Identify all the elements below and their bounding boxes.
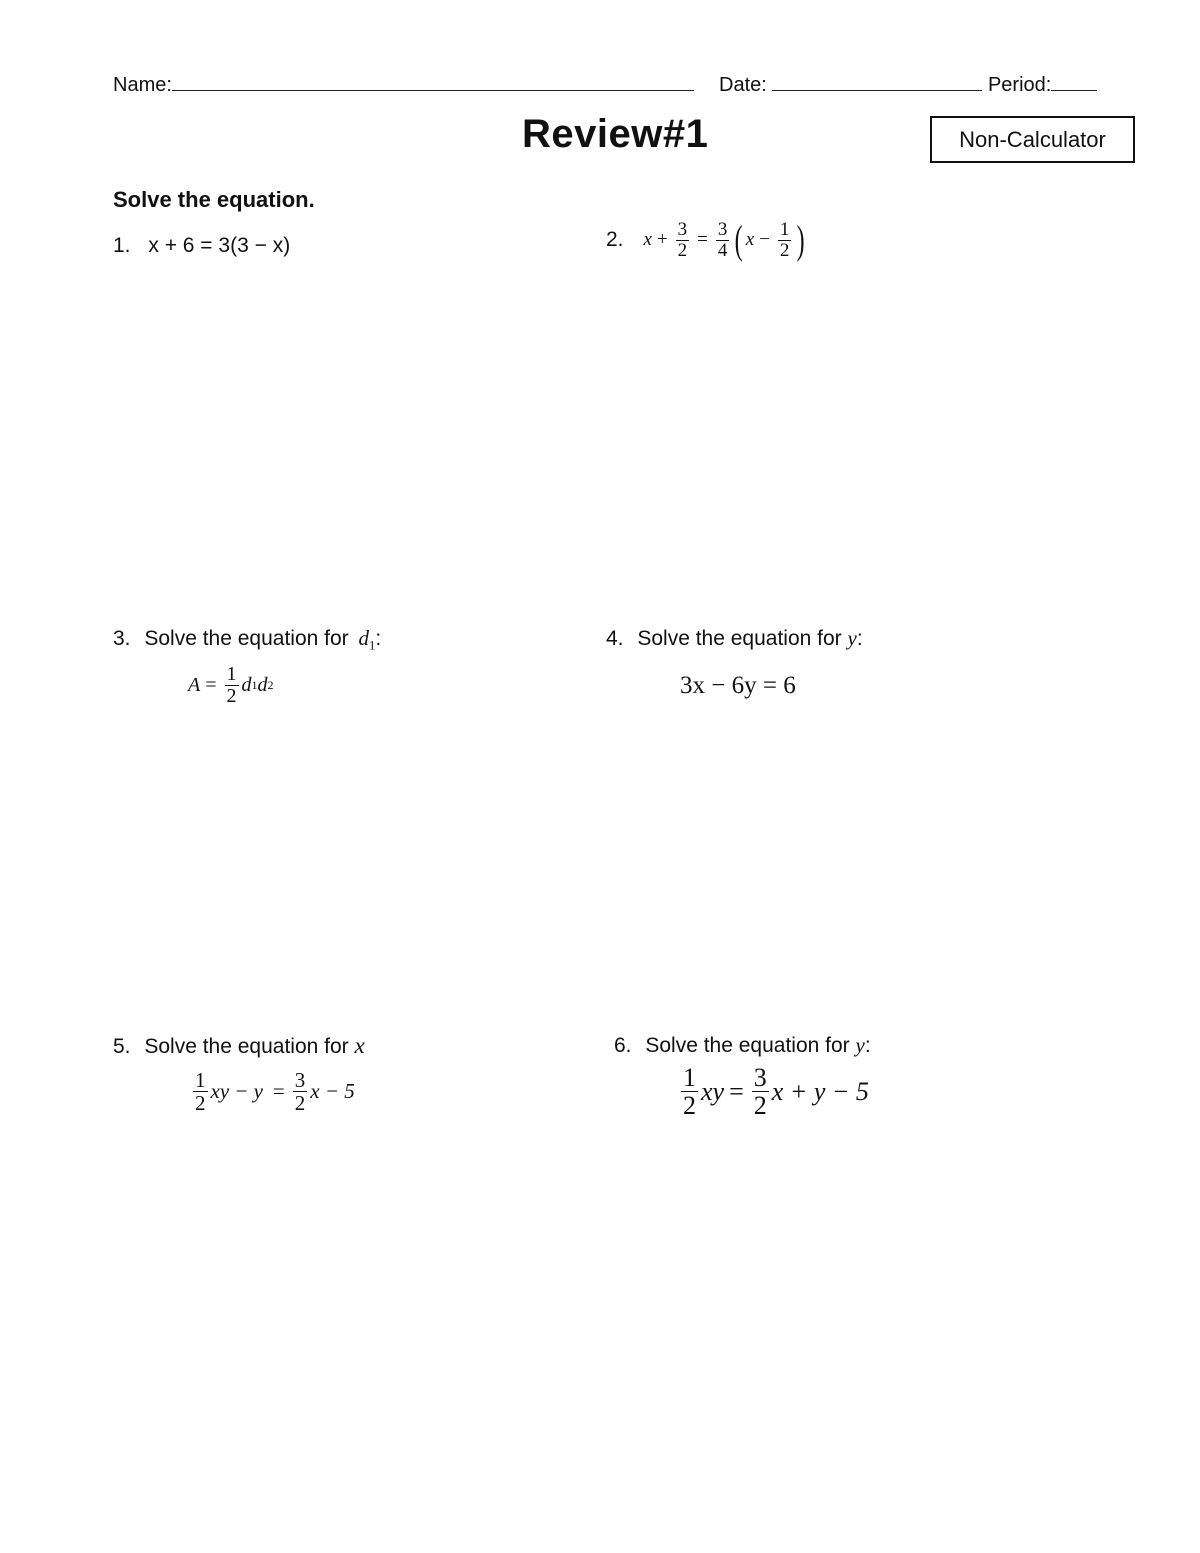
equation-4: 3x − 6y = 6 (680, 672, 796, 699)
page-title: Review#1 (522, 112, 709, 156)
header-line (113, 72, 1097, 97)
equation-3: A = $\frac{1}{2}$ d 1 d 2 (188, 663, 274, 707)
problem-number: 3. (113, 627, 131, 650)
period-field[interactable] (1051, 72, 1097, 91)
problem-number: 2. (606, 228, 624, 252)
equation-1: x + 6 = 3(3 − x) (148, 234, 291, 257)
name-label: Name: (113, 74, 172, 96)
problem-text: Solve the equation for (144, 627, 349, 650)
problem-number: 4. (606, 627, 624, 650)
problem-3: 3. Solve the equation for $d_1$: (113, 626, 382, 653)
period-label: Period: (987, 74, 1052, 96)
instruction: Solve the equation. (113, 187, 315, 212)
problem-6: 6. Solve the equation for y: (614, 1033, 871, 1057)
name-field[interactable] (172, 72, 694, 91)
problem-number: 1. (113, 234, 131, 257)
problem-number: 5. (113, 1035, 131, 1058)
problem-text: Solve the equation for (144, 1035, 349, 1058)
non-calculator-badge: Non-Calculator (930, 116, 1135, 163)
problem-1 (113, 234, 290, 258)
problem-number: 6. (614, 1034, 632, 1057)
equation-6: $\frac{1}{2}$ xy = $\frac{3}{2}$ x + y − 5 (683, 1063, 869, 1121)
problem-text: Solve the equation for (645, 1034, 850, 1057)
problem-4: 4. Solve the equation for y: (606, 626, 863, 650)
equation-5: $\frac{1}{2}$ xy − y = $\frac{3}{2}$ x − 5 (195, 1068, 355, 1116)
date-label: Date: (719, 74, 767, 96)
problem-text: Solve the equation for (637, 627, 842, 650)
date-field[interactable] (772, 72, 982, 91)
problem-2 (606, 217, 808, 263)
problem-5: 5. Solve the equation for x (113, 1033, 365, 1058)
equation-2: x + $\frac{3}{2}$ = $\frac{3}{4}$ ( x − $\frac{1}{2}$ ) (643, 217, 805, 263)
